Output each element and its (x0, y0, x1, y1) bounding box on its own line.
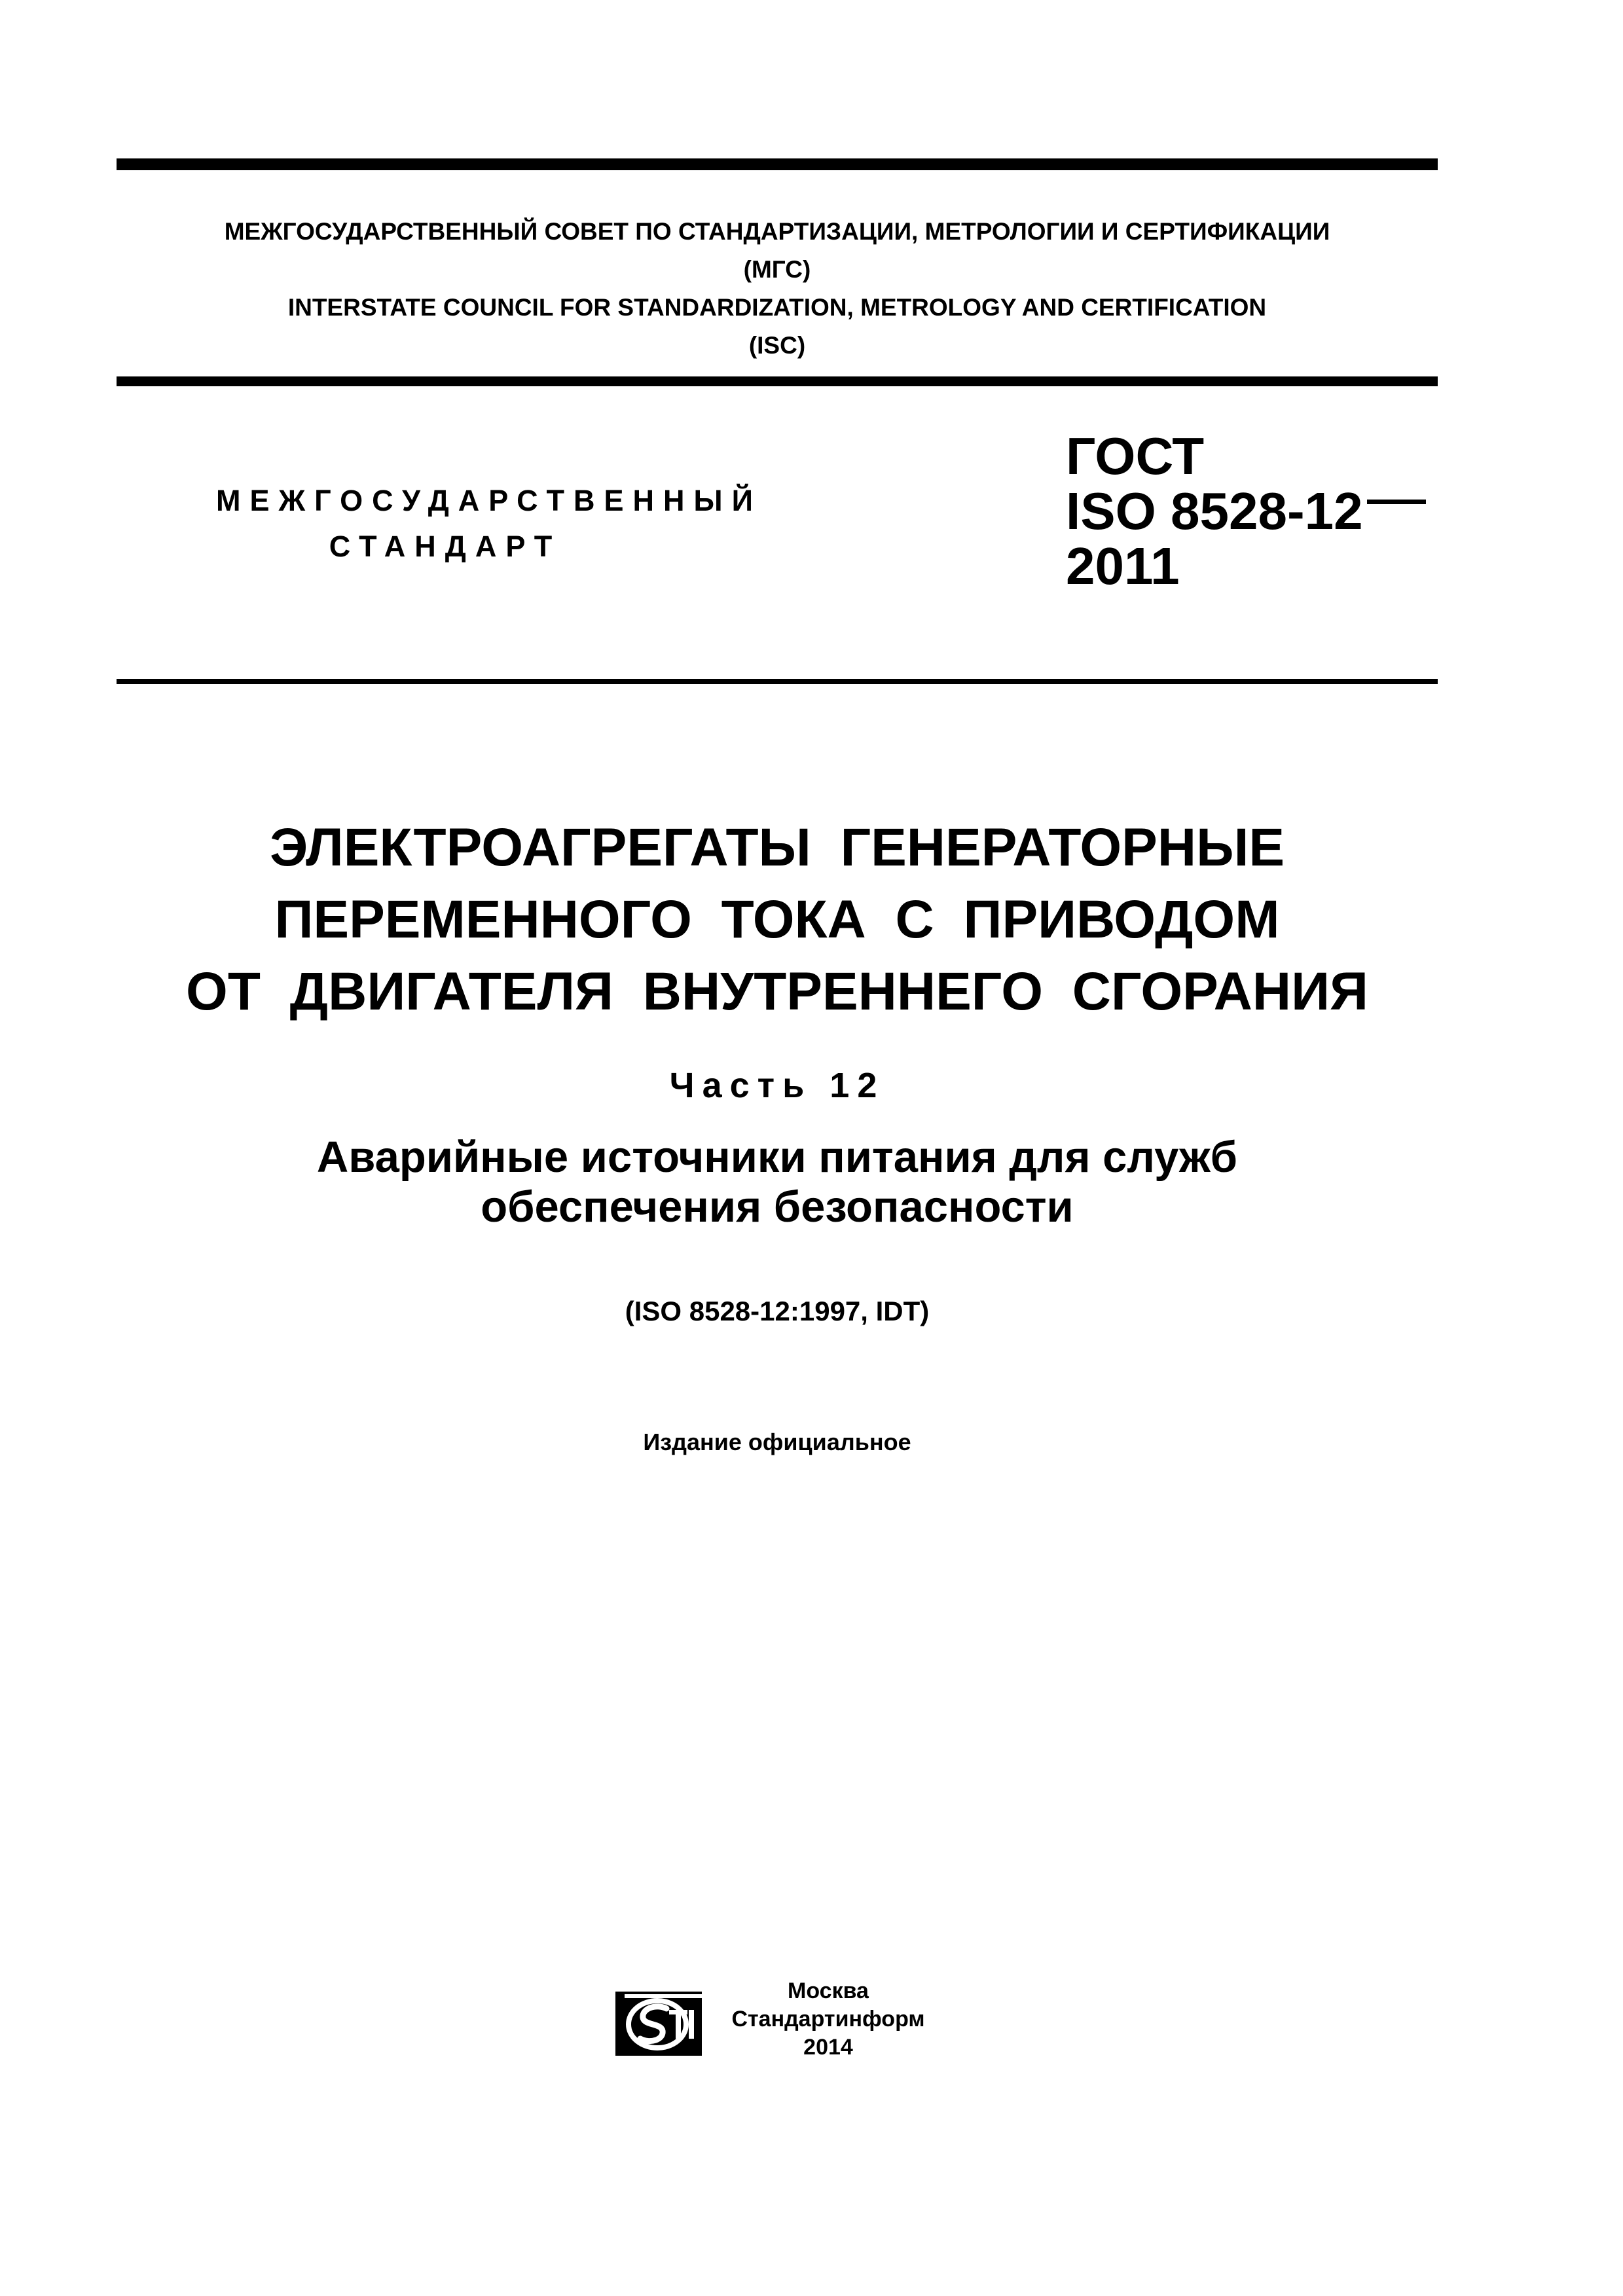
part-title-line-1: Аварийные источники питания для служб (316, 1133, 1238, 1182)
council-abbr-ru: (МГС) (743, 256, 811, 283)
part-title-line-2: обеспечения безопасности (481, 1182, 1074, 1231)
standard-designation (1066, 429, 1426, 594)
designation-number-line (1066, 484, 1426, 539)
title-line-3: ОТ ДВИГАТЕЛЯ ВНУТРЕННЕГО СГОРАНИЯ (186, 962, 1368, 1021)
standard-kind-line-2: СТАНДАРТ (329, 530, 562, 563)
council-header (117, 213, 1438, 365)
designation-number: ISO 8528-12 (1066, 482, 1363, 540)
document-title (117, 812, 1438, 1028)
part-title (117, 1133, 1438, 1232)
designation-dash (1367, 500, 1426, 504)
publisher-block (727, 1977, 930, 2062)
publisher-city: Москва (788, 1978, 869, 2003)
part-number: Часть 12 (669, 1066, 885, 1105)
council-name-en: INTERSTATE COUNCIL FOR STANDARDIZATION, METROLOGY AND CERTIFICATION (287, 294, 1267, 321)
edition-note: Издание официальное (643, 1429, 911, 1455)
publisher-name: Стандартинформ (731, 2007, 925, 2032)
council-name-ru: МЕЖГОСУДАРСТВЕННЫЙ СОВЕТ ПО СТАНДАРТИЗАЦИИ, МЕТРОЛОГИИ И СЕРТИФИКАЦИИ (224, 218, 1330, 245)
designation-year: 2011 (1066, 537, 1180, 595)
designation-prefix: ГОСТ (1066, 427, 1205, 485)
standartinform-logo-icon (606, 1990, 703, 2066)
title-line-1: ЭЛЕКТРОАГРЕГАТЫ ГЕНЕРАТОРНЫЕ (269, 818, 1285, 877)
standard-kind (216, 478, 762, 570)
publisher-year: 2014 (803, 2035, 853, 2060)
title-line-2: ПЕРЕМЕННОГО ТОКА С ПРИВОДОМ (274, 890, 1280, 949)
council-abbr-en: (ISC) (748, 332, 806, 359)
lower-rule (117, 679, 1438, 684)
middle-rule (117, 376, 1438, 386)
top-rule (117, 158, 1438, 170)
iso-reference: (ISO 8528-12:1997, IDT) (625, 1296, 930, 1326)
standard-kind-line-1: МЕЖГОСУДАРСТВЕННЫЙ (216, 484, 762, 517)
